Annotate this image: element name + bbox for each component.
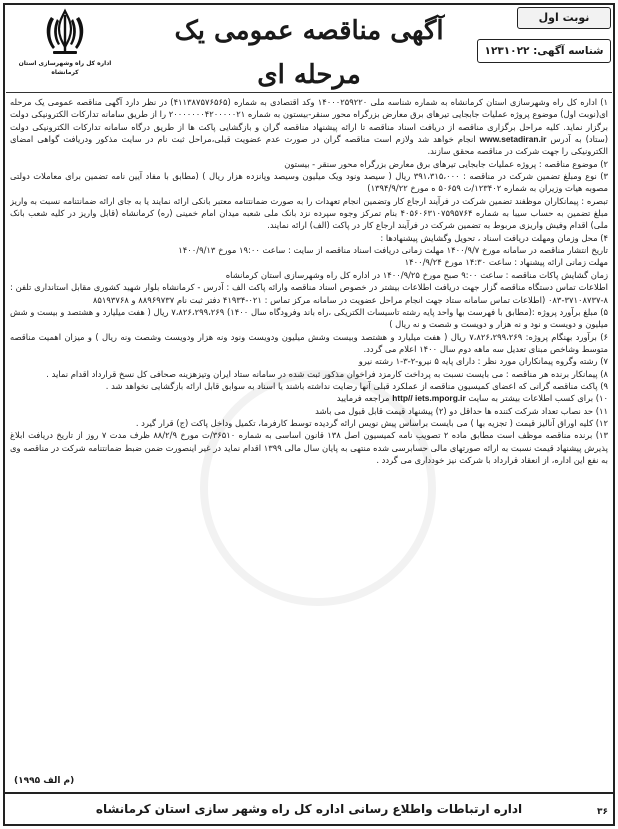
round-badge: نوبت اول [517,7,611,29]
logo-caption: اداره کل راه وشهرسازی استان کرمانشاه [18,60,112,76]
paragraph-5: ۵) مبلغ برآورد پروژه :(مطابق با فهرست بها واحد پایه رشته تاسیسات الکتریکی ،راه باند وفرودگاه سال ۱۴۰۰) ۷،۸۲۶،۲۹۹،۲۶۹ ریال ( هفت میلیارد و هشتصد و بیست و شش میلیون و دویست و نود و نه هزار و دویست و شصت و نه ریال ) [10,306,608,330]
notice-number: شناسه آگهی: ۱۲۳۱۰۲۲ [477,39,611,63]
paragraph-1-tail: انجام خواهد شد ولازم است مناقصه گران در صورت عدم عضویت قبلی،مراحل ثبت نام در سایت مذکور ودریافت گواهی امضای الکترونیکی را جهت شرکت در مناقصه محقق سازند. [10,134,608,157]
logo [11,7,119,83]
paragraph-10-tail: مراجعه فرمایید [336,393,390,404]
setad-link[interactable]: www.setadiran.ir [479,134,547,145]
mporg-link[interactable]: http// iets.mporg.ir [392,393,466,404]
paragraph-11: ۱۱) حد نصاب تعداد شرکت کننده ها حداقل دو (۲) پیشنهاد قیمت قابل قبول می باشد [315,405,608,416]
notice-body [10,96,608,772]
iran-emblem-icon [39,7,91,59]
paragraph-6: ۶) برآورد بهنگام پروژه: ۷،۸۲۶،۲۹۹،۲۶۹ ریال ( هفت میلیارد و هشتصد وبیست وشش میلیون ودویست ونود ونه هزار ودویست وشصت ونه ریال ) و میزان اهمیت مناقصه متوسط وشاخص مبنای تعدیل سه ماهه دوم سال ۱۴۰۰ اعلام می گردد. [10,331,608,354]
paragraph-4-c: زمان گشایش پاکات مناقصه : ساعت ۹:۰۰ صبح مورخ ۱۴۰۰/۹/۲۵ در اداره کل راه وشهرسازی استان کرمانشاه [225,269,608,280]
paragraph-10 [10,392,608,404]
paragraph-4-b: مهلت زمانی ارائه پیشنهاد : ساعت ۱۴:۳۰ مورخ ۱۴۰۰/۹/۲۴ [404,257,608,268]
paragraph-1-text: ۱) اداره کل راه وشهرسازی استان کرمانشاه به شماره شناسه ملی ۱۴۰۰۰۲۵۹۲۲۰ وکد اقتصادی به شماره (۴۱۱۳۸۷۵۷۶۵۶۵) در نظر دارد آگهی مناقصه عمومی یک مرحله ای(نوبت اول) موضوع پروژه عملیات جابجایی تیرهای برق معارض بزرگراه محور سنقر-بیستون به شماره ۲۰۰۰۰۰۰۰۴۲۰۰۰۰۰۲۱ را از طریق سامانه تدارکات الکترونیکی دولت برگزار نماید. کلیه مراحل برگزاری مناقصه از دریافت اسناد مناقصه تا ارائه پیشنهاد مناقصه گران و بازگشایی پاکت ها از طریق درگاه سامانه تدارکات الکترونیکی دولت (ستاد) به آدرس [10,97,608,145]
header-divider [6,92,612,93]
page-number: ۳۶ [597,807,608,817]
paragraph-12: ۱۲) کلیه اوراق آنالیز قیمت ( تجزیه بها ) می بایست براساس پیش نویس ارائه گردیده توسط کارفرما، تکمیل وداخل پاکت (ج) قرار گیرد . [135,417,608,428]
paragraph-4-a: تاریخ انتشار مناقصه در سامانه مورخ ۱۴۰۰/۹/۷ مهلت زمانی دریافت اسناد مناقصه از سایت : ساعت ۱۹:۰۰ مورخ ۱۴۰۰/۹/۱۳ [178,245,608,256]
paragraph-10-text: ۱۰) برای کسب اطلاعات بیشتر به سایت [468,393,608,404]
paragraph-9: ۹) پاکت مناقصه گرانی که اعضای کمیسیون مناقصه از عملکرد قبلی آنها رضایت نداشته باشند یا اسناد به سوابق قابل ارائه بازگشایی نخواهد شد . [105,380,608,391]
paragraph-1 [10,96,608,158]
page-title: آگهی مناقصه عمومی یک مرحله ای [174,16,444,90]
paragraph-2: ۲) موضوع مناقصه : پروژه عملیات جابجایی تیرهای برق معارض بزرگراه محور سنقر - بیستون [284,158,608,169]
paragraph-4: ۴) محل وزمان ومهلت دریافت اسناد ، تحویل وگشایش پیشنهادها : [380,232,608,243]
paragraph-3-note: تبصره : پیمانکاران موظفند تضمین شرکت در فرآیند ارجاع کار وتضمین انجام تعهدات را به صورت ضمانتنامه معتبر بانکی ارائه نمایند یا به جای ارائه ضمانتنامه نسبت به واریز مبلغ تضمین به حساب سیبا به شماره ۴۰۵۶۰۶۳۱۰۷۵۹۵۷۶۴ بنام تمرکز وجوه سپرده نزد بانک ملی شعبه میدان امام خمینی (ره) کرمانشاه (قابل واریز در کلیه شعب بانک ملی) اقدام وفیش واریزی مربوط به تضمین شرکت در فرآیند ارجاع کار در پاکت (الف) ارائه نمایند. [10,195,608,231]
paragraph-8: ۸) پیمانکار برنده هر مناقصه : می بایست نسبت به پرداخت کارمزد فراخوان مذکور ثبت شده در سامانه ستاد ایران وتیزهزینه صحافی کل نسخ قرارداد اقدام نماید . [46,368,608,379]
footer: اداره ارتباطات واطلاع رسانی اداره کل راه وشهر سازی استان کرمانشاه [5,792,613,824]
paragraph-3: ۳) نوع ومبلغ تضمین شرکت در مناقصه : ۳۹۱،۳۱۵،۰۰۰ ریال ( سیصد ونود ویک میلیون وسیصد وپانزده هزار ریال ) (مطابق با مفاد آیین نامه تضمین برای معاملات دولتی مصوبه هیات وزیران به شماره ۱۲۳۴۰۲/ت ۵۰۶۵۹ ه مورخ ۱۳۹۴/۹/۲۲) [10,171,608,194]
header [5,5,613,93]
paragraph-7: ۷) رشته وگروه پیمانکاران مورد نظر : دارای پایه ۵ نیرو-۲-۳-۱ رشته نیرو [358,356,608,367]
paragraph-4-d: اطلاعات تماس دستگاه مناقصه گزار جهت دریافت اطلاعات بیشتر در خصوص اسناد مناقصه وارائه پاکت الف : آدرس - کرمانشاه بلوار شهید کشوری مقابل استانداری تلفن : ۸-۳۷۱۰۸۷۳۷-۰۸۳ (اطلاعات تماس سامانه ستاد جهت انجام مراحل عضویت در سامانه مرکز تماس : ۰۲۱-۴۱۹۳۴ دفتر ثبت نام ۸۸۹۶۹۷۳۷ و ۸۵۱۹۳۷۶۸ [10,282,608,305]
notice-code: (م الف ۱۹۹۵) [14,776,75,786]
paragraph-13: ۱۳) برنده مناقصه موظف است مطابق ماده ۲ تصویب نامه کمیسیون اصل ۱۳۸ قانون اساسی به شماره ۳۶۵۱۰/ت مورخ ۸۸/۲/۹ ظرف مدت ۷ روز از تاریخ دریافت ابلاغ پذیرش پیشنهاد قیمت نسبت به ارائه صورتهای مالی حسابرسی شده منتهی به پایان سال مالی ۱۳۹۹ اقدام نماید در غیر اینصورت ضمن ضبط ضمانتنامه شرکت در مناقصه وی به نفع این اداره، از انعقاد قرارداد با شرکت نیز خودداری می گردد . [10,430,608,465]
